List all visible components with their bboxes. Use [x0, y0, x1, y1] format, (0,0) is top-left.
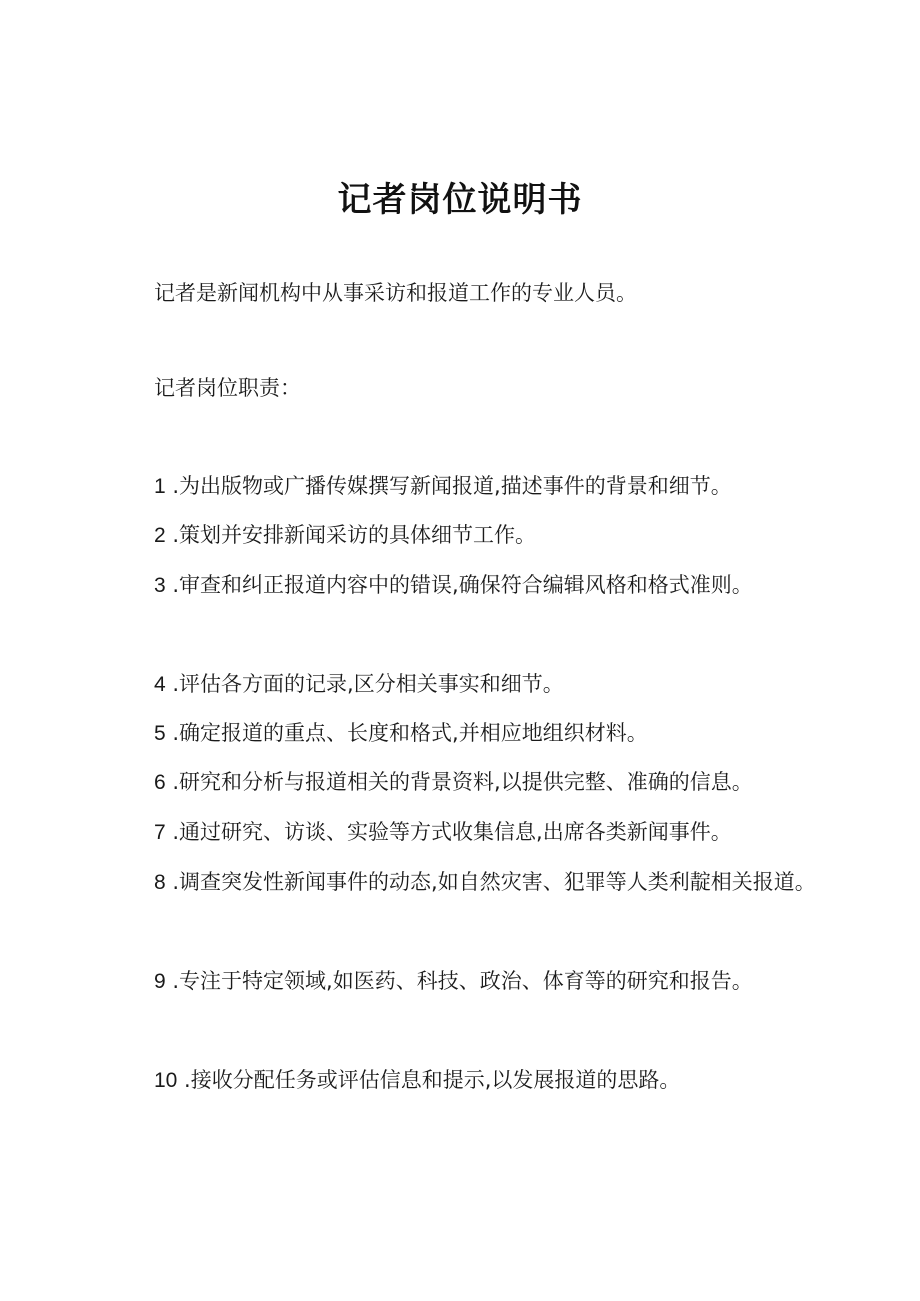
duty-text: .通过研究、访谈、实验等方式收集信息,出席各类新闻事件。 [172, 820, 732, 844]
duty-number: 2 [154, 524, 166, 547]
duty-number: 7 [154, 821, 166, 844]
intro-paragraph: 记者是新闻机构中从事采访和报道工作的专业人员。 [154, 281, 637, 305]
duty-number: 9 [154, 970, 166, 993]
duty-text: .策划并安排新闻采访的具体细节工作。 [172, 523, 537, 547]
duty-item [108, 957, 828, 1006]
duty-text: .接收分配任务或评估信息和提示,以发展报道的思路。 [184, 1068, 681, 1092]
duty-text: .确定报道的重点、长度和格式,并相应地组织材料。 [172, 721, 648, 745]
duty-text: .评估各方面的记录,区分相关事实和细节。 [172, 672, 564, 696]
duty-number: 5 [154, 722, 166, 745]
duty-text: .调查突发性新闻事件的动态,如自然灾害、犯罪等人类利靛相关报道。 [172, 870, 816, 894]
duty-number: 4 [154, 673, 166, 696]
duty-text: .审查和纠正报道内容中的错误,确保符合编辑风格和格式准则。 [172, 573, 753, 597]
duty-text: .为出版物或广播传媒撰写新闻报道,描述事件的背景和细节。 [172, 474, 732, 498]
duty-number: 3 [154, 574, 166, 597]
duty-item [108, 511, 828, 560]
duty-number: 8 [154, 871, 166, 894]
duty-item [108, 808, 828, 857]
duty-item [108, 462, 828, 511]
duty-number: 6 [154, 771, 166, 794]
duty-item [108, 1056, 828, 1105]
duty-item [108, 709, 828, 758]
duty-item [108, 858, 828, 907]
duty-text: .研究和分析与报道相关的背景资料,以提供完整、准确的信息。 [172, 770, 753, 794]
duty-item [108, 561, 828, 610]
duty-number: 10 [154, 1069, 178, 1092]
duties-heading: 记者岗位职责： [154, 376, 301, 400]
duty-text: .专注于特定领域,如医药、科技、政治、体育等的研究和报告。 [172, 969, 753, 993]
duty-number: 1 [154, 475, 166, 498]
page-title: 记者岗位说明书 [337, 180, 583, 220]
duty-item [108, 660, 828, 709]
duty-item [108, 758, 828, 807]
